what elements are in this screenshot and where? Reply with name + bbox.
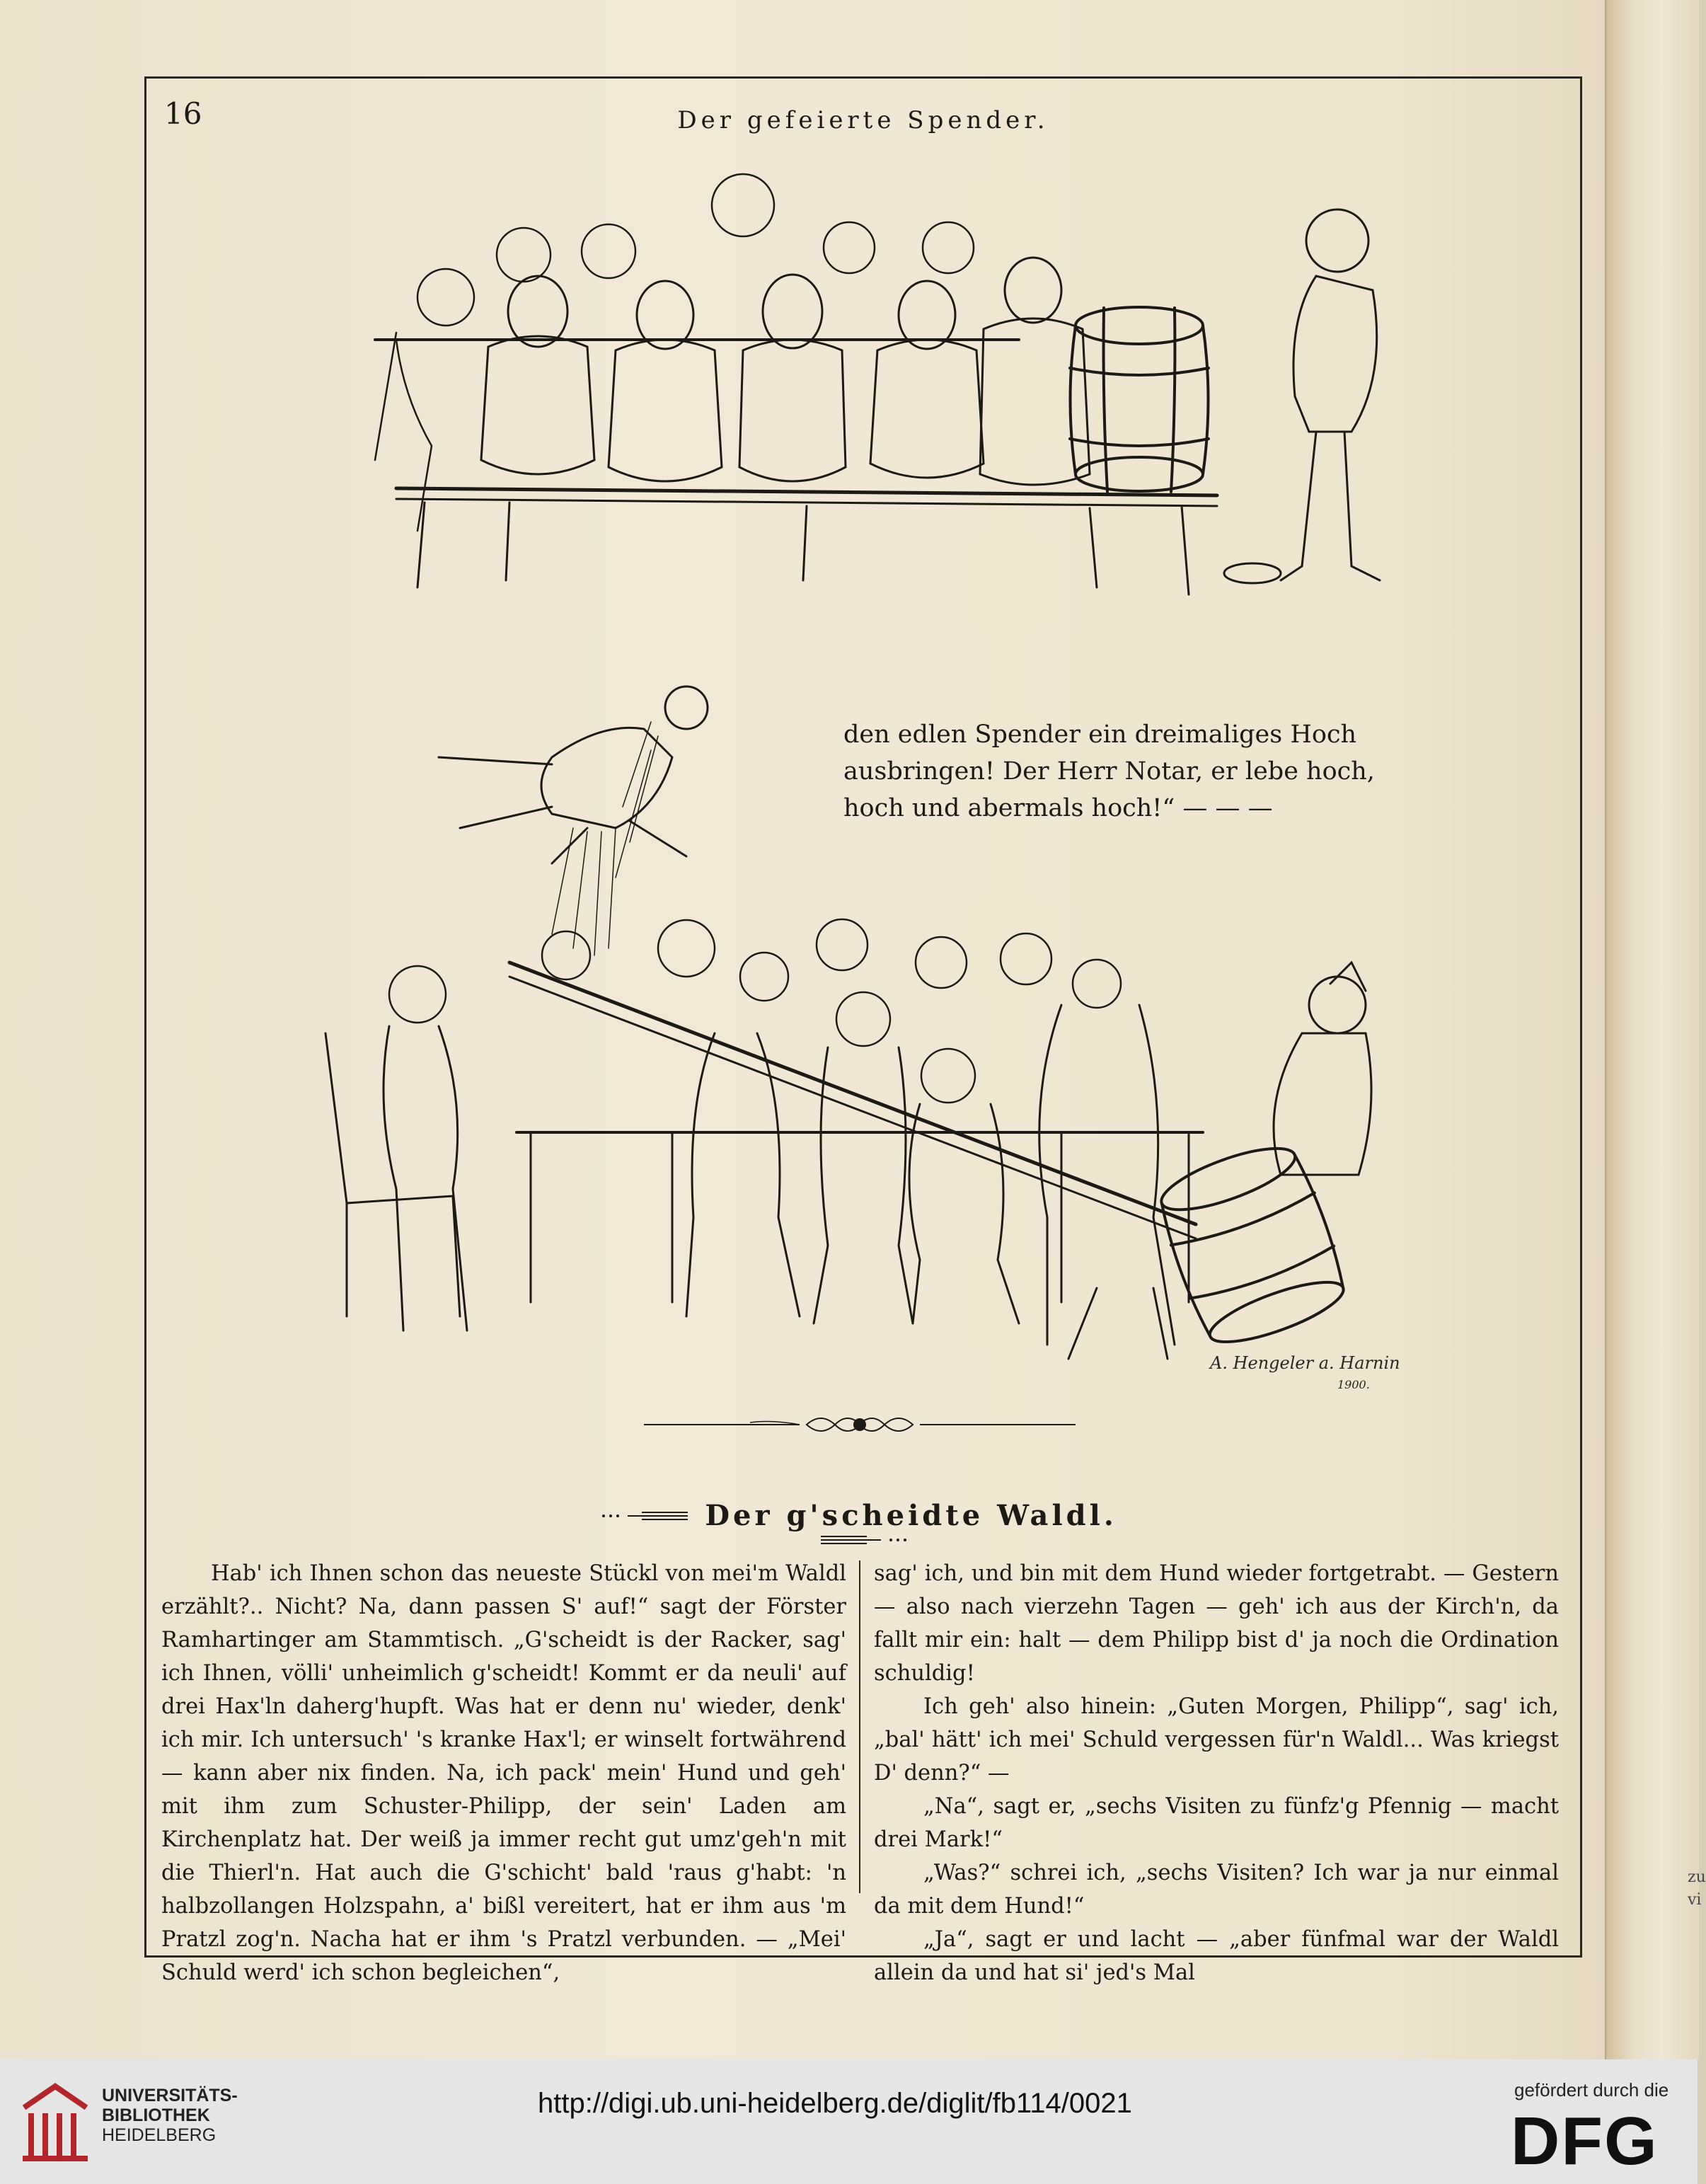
illustration-top (311, 163, 1401, 602)
story-paragraph: „Was?“ schrei ich, „sechs Visiten? Ich war ja nur einmal da mit dem Hund!“ (874, 1861, 1559, 1919)
margin-bleed-text: zu (1688, 1868, 1706, 1886)
dfg-logo (1511, 2103, 1683, 2179)
story-column-left (161, 1557, 846, 1989)
artist-signature (1210, 1353, 1400, 1393)
permalink-url[interactable]: http://digi.ub.uni-heidelberg.de/diglit/fb114/0021 (538, 2088, 1132, 2119)
illustration-bottom (318, 679, 1408, 1387)
signature-year: 1900. (1337, 1378, 1370, 1391)
caption-line-2: ausbringen! Der Herr Notar, er lebe hoch, (843, 757, 1375, 786)
ornamental-divider (644, 1408, 1076, 1441)
story-paragraph: „Ja“, sagt er und lacht — „aber fünfmal war der Waldl allein da und hat si' jed's Mal (874, 1927, 1559, 1985)
column-divider (859, 1561, 860, 1893)
title-flourish-right (817, 1533, 909, 1547)
story-title-row (580, 1499, 1146, 1539)
margin-bleed-text: vi (1688, 1891, 1702, 1909)
university-library-logo-icon (17, 2079, 93, 2163)
story-paragraph: sag' ich, und bin mit dem Hund wieder fortgetrabt. — Gestern — also nach vierzehn Tagen — geh' ich aus der Kirch'n, da fallt mir ein: halt — dem Philipp bist d' ja noch die Ordination schuldig! (874, 1561, 1559, 1686)
page-number: 16 (164, 96, 202, 131)
signature-name: A. Hengeler a. Harnin (1210, 1353, 1400, 1373)
story-title: Der g'scheidte Waldl. (705, 1499, 1117, 1532)
funding-label: gefördert durch die (1514, 2079, 1669, 2100)
story-column-right (874, 1557, 1559, 1989)
funder-name: DFG (1511, 2103, 1659, 2179)
library-name-line-2: BIBLIOTHEK (102, 2105, 210, 2125)
caption-line-1: den edlen Spender ein dreimaliges Hoch (843, 720, 1357, 749)
story-paragraph: „Na“, sagt er, „sechs Visiten zu fünfz'g Pfennig — macht drei Mark!“ (874, 1794, 1559, 1852)
title-flourish-left (599, 1509, 691, 1523)
library-name-line-3: HEIDELBERG (102, 2125, 217, 2145)
running-head: Der gefeierte Spender. (677, 106, 1049, 134)
story-paragraph: Ich geh' also hinein: „Guten Morgen, Philipp“, sag' ich, „bal' hätt' ich mei' Schuld vergessen für'n Waldl... Was kriegst D' denn?“ — (874, 1694, 1559, 1786)
library-name-line-1: UNIVERSITÄTS- (102, 2086, 238, 2105)
footer-bar (0, 2059, 1698, 2184)
caption-line-3: hoch und abermals hoch!“ — — — (843, 794, 1273, 822)
story-paragraph: Hab' ich Ihnen schon das neueste Stückl von mei'm Waldl erzählt?.. Nicht? Na, dann passen S' auf!“ sagt der Förster Ramhartinger am Stammtisch. „G'scheidt is der Racker, sag' ich Ihnen, völli' unheimlich g'scheidt! Kommt er da neuli' auf drei Hax'ln daherg'hupft. Was hat er denn nu' wieder, denk' ich mir. Ich untersuch' 's kranke Hax'l; er winselt fortwährend — kann aber nix finden. Na, ich pack' mein' Hund und geh' mit ihm zum Schuster-Philipp, der sein' Laden am Kirchenplatz hat. Der weiß ja immer recht gut umz'geh'n mit die Thierl'n. Hat auch die G'schicht' bald 'raus g'habt: 'n halbzollangen Holzspahn, a' bißl vereitert, hat er ihm aus 'm Pratzl zog'n. Nacha hat er ihm 's Pratzl verbunden. — „Mei' Schuld werd' ich schon begleichen“, (161, 1561, 846, 1985)
page-edge (1605, 0, 1702, 2059)
